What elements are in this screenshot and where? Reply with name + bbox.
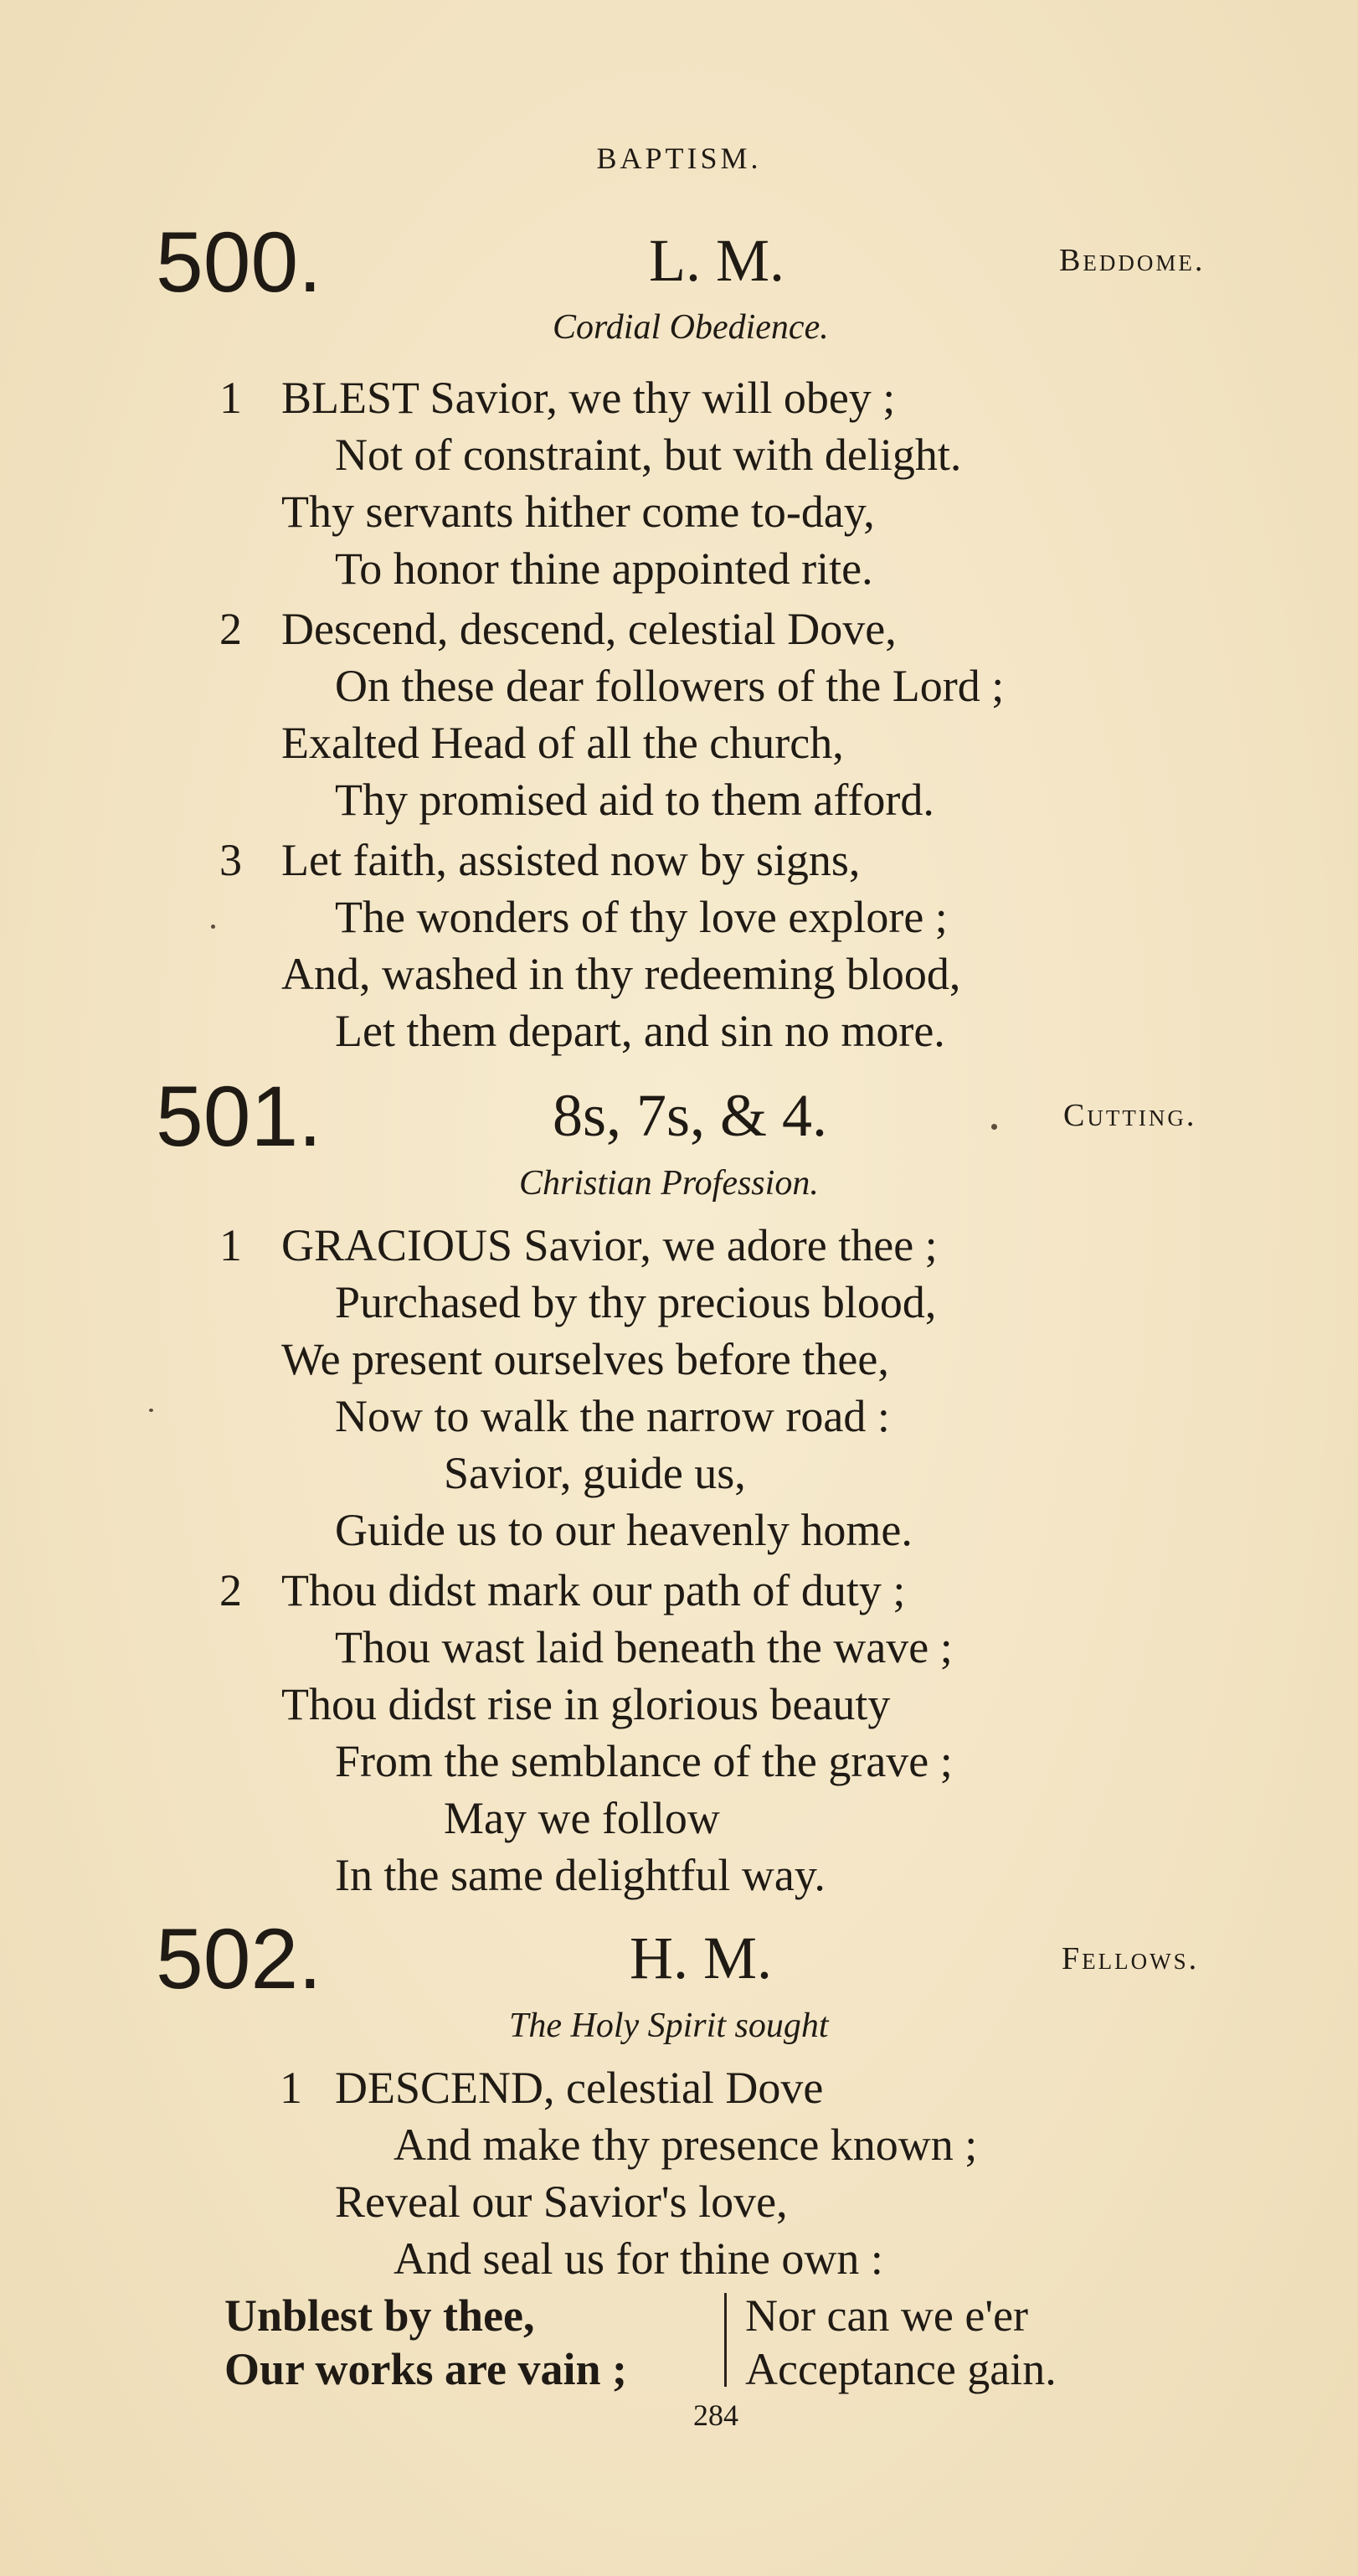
split-line-left: Unblest by thee, [224,2290,535,2341]
hymn-line: BLEST Savior, we thy will obey ; [281,373,896,423]
hymn-line: Descend, descend, celestial Dove, [281,604,897,654]
hymn-line: From the semblance of the grave ; [335,1736,953,1786]
hymn-line: And make thy presence known ; [394,2120,978,2170]
paper-speck [211,925,215,929]
hymn-subtitle-502: The Holy Spirit sought [509,2007,829,2045]
hymn-line: In the same delightful way. [335,1850,826,1900]
verse-number: 1 [219,1220,242,1270]
split-line-left: Our works are vain ; [224,2344,628,2394]
hymn-line: And, washed in thy redeeming blood, [281,949,961,999]
hymn-subtitle-500: Cordial Obedience. [553,308,829,347]
verse-number: 2 [219,1565,242,1615]
hymn-line: Thou didst mark our path of duty ; [281,1565,906,1615]
verse-number: 2 [219,604,242,654]
hymn-line: Not of constraint, but with delight. [335,430,962,480]
hymn-line: Reveal our Savior's love, [335,2177,788,2227]
hymn-line: Let them depart, and sin no more. [335,1006,945,1056]
hymn-line: Thy servants hither come to-day, [281,487,875,537]
paper-speck [991,1124,997,1130]
hymn-subtitle-501: Christian Profession. [519,1164,819,1203]
hymn-meter-501: 8s, 7s, & 4. [553,1082,828,1149]
hymn-line: And seal us for thine own : [394,2233,883,2284]
page-number: 284 [693,2398,738,2432]
hymn-line: Guide us to our heavenly home. [335,1505,913,1555]
verse-number: 3 [219,835,242,885]
hymn-line: To honor thine appointed rite. [335,544,873,594]
hymn-line: Exalted Head of all the church, [281,718,844,768]
hymn-line: Thy promised aid to them afford. [335,775,934,825]
hymn-line: On these dear followers of the Lord ; [335,661,1005,711]
hymn-composer-502: Fellows. [1062,1941,1200,1976]
hymn-number-502: 502. [156,1911,322,2007]
hymn-line: DESCEND, celestial Dove [335,2063,824,2113]
split-divider [724,2293,727,2387]
hymn-line: GRACIOUS Savior, we adore thee ; [281,1220,938,1270]
hymn-composer-500: Beddome. [1059,243,1206,278]
hymn-meter-500: L. M. [649,227,784,294]
hymn-number-500: 500. [156,214,322,310]
hymn-meter-502: H. M. [630,1924,773,1991]
hymn-line: Thou wast laid beneath the wave ; [335,1622,953,1672]
hymn-line: Now to walk the narrow road : [335,1391,890,1441]
hymn-line: Thou didst rise in glorious beauty [281,1679,891,1729]
paper-speck [149,1409,153,1412]
verse-number: 1 [280,2063,302,2113]
hymn-line: We present ourselves before thee, [281,1334,889,1384]
split-line-right: Nor can we e'er [745,2290,1029,2341]
hymn-line: Let faith, assisted now by signs, [281,835,861,885]
hymn-line: May we follow [444,1793,720,1843]
running-head: BAPTISM. [596,142,762,175]
hymn-line: The wonders of thy love explore ; [335,892,948,942]
hymn-line: Purchased by thy precious blood, [335,1277,937,1327]
verse-number: 1 [219,373,242,423]
hymn-composer-501: Cutting. [1063,1098,1197,1133]
hymn-line: Savior, guide us, [444,1448,746,1498]
hymn-number-501: 501. [156,1069,322,1164]
split-line-right: Acceptance gain. [745,2344,1057,2394]
